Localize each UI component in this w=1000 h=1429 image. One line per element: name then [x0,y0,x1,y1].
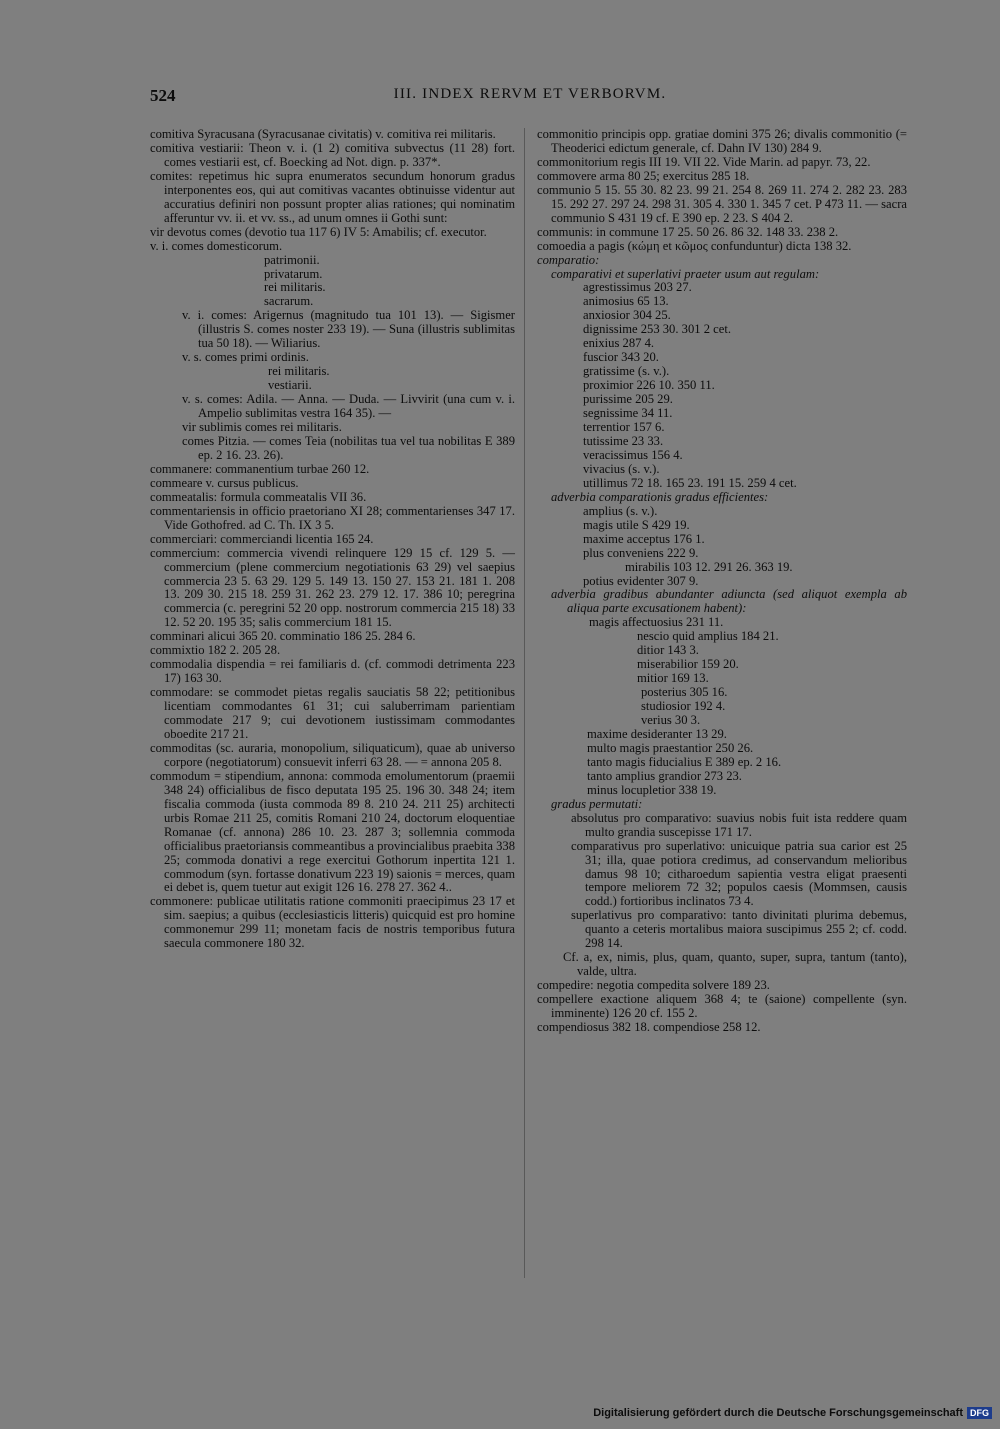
index-entry: communis: in commune 17 25. 50 26. 86 32. 148 33. 238 2. [537,224,839,239]
index-subentry: comparativus pro superlativo: unicuique patria sua carior est 25 31; illa, quae potiora credimus, ad conservandum melioribus damus 98 10; citharoedum sapientia vestra eligat praesenti tempore meliorem 72 32; populos caesis (Mommsen, causis codd.) fortioribus inclinatos 73 4. [571,838,907,909]
page-number: 524 [150,86,176,105]
left-column [150,128,515,951]
index-entry: commonere: publicae utilitatis ratione commoniti praecipimus 23 17 et sim. saepius; a quibus (ecclesiasticis litteris) quicquid est pro homine commonemur 299 11; monetam facis de nostris temporibus futura saecula commonere 180 32. [150,894,515,951]
index-example: plus conveniens 222 9. [583,545,699,560]
index-subheading: adverbia comparationis gradus efficientes: [551,489,769,504]
index-subentry: absolutus pro comparativo: suavius nobis fuit ista reddere quam multo grandia suscepisse 171 17. [571,810,907,839]
index-entry: commoditas (sc. auraria, monopolium, siliquaticum), quae ab universo corpore (negotiatorum) consuevit inferri 63 28. — = annona 205 8. [150,740,515,769]
index-example: tutissime 23 33. [583,433,664,448]
index-entry: commeatalis: formula commeatalis VII 36. [150,489,367,504]
index-subentry: privatarum. [264,266,323,281]
index-example: amplius (s. v.). [583,503,658,518]
index-subentry: comes Pitzia. — comes Teia (nobilitas tua vel tua nobilitas E 389 ep. 2 16. 23. 26). [182,433,515,462]
index-entry: commovere arma 80 25; exercitus 285 18. [537,168,750,183]
index-subheading: comparativi et superlativi praeter usum aut regulam: [551,266,820,281]
index-example: mitior 169 13. [637,671,709,686]
index-subentry: sacrarum. [264,294,314,309]
index-subentry: v. s. comes primi ordinis. [182,350,309,365]
index-entry: comoedia a pagis (κώμη et κῶμος confunduntur) dicta 138 32. [537,238,852,253]
index-entry: commonitorium regis III 19. VII 22. Vide Marin. ad papyr. 73, 22. [537,154,871,169]
index-example: magis utile S 429 19. [583,517,690,532]
index-subentry: v. i. comes: Arigernus (magnitudo tua 101 13). — Sigismer (illustris S. comes noster 233 19). — Suna (illustris sublimitas tua 50 18). — Wiliarius. [182,308,515,351]
index-entry: commodum = stipendium, annona: commoda emolumentorum (praemii 348 24) officialibus de fisco deputata 195 25. 196 30. 348 24; item fiscalia commoda (iusta commoda 89 8. 210 24. 211 25) architecti urbis Romae 211 25, comitis Romani 210 24, doctorum eloquentiae Romanae (cf. annona) 286 10. 23. 287 3; sollemnia commoda officialibus praetoriansis commeantibus a provincialibus praebita 338 25; commoda donativi a rege exercitui Gothorum inpertita 121 1. commodum (syn. fortasse donativum 223 19) saionis = merces, quam ei debet is, quem tuetur aut exigit 126 16. 278 27. 362 4.. [150,768,515,895]
index-entry: commodare: se commodet pietas regalis sauciatis 58 22; petitionibus licentiam commodantes 61 31; cui saluberrimam parientiam commodate 217 9; cui devotionem iustissimam commodantes oboedite 217 21. [150,685,515,741]
index-subentry: patrimonii. [264,252,320,267]
index-subentry: vestiarii. [268,378,312,393]
index-subentry: superlativus pro comparativo: tanto divinitati plurima debemus, quanto a ceteris mortalibus maiora suscipimus 255 2; cf. codd. 298 14. [571,908,907,951]
index-example: multo magis praestantior 250 26. [587,740,754,755]
index-example: agrestissimus 203 27. [583,280,692,295]
index-example: proximior 226 10. 350 11. [583,378,715,393]
index-entry: commentariensis in officio praetoriano XI 28; commentarienses 347 17. Vide Gothofred. ad C. Th. IX 3 5. [150,503,515,532]
index-example: gratissime (s. v.). [583,364,670,379]
index-example: nescio quid amplius 184 21. [637,629,779,644]
index-entry: comitiva Syracusana (Syracusanae civitatis) v. comitiva rei militaris. [150,127,496,141]
index-entry: comitiva vestiarii: Theon v. i. (1 2) comitiva subvectus (11 28) fort. comes vestiarii est, cf. Boecking ad Not. dign. p. 337*. [150,140,515,169]
index-entry: compellere exactione aliquem 368 4; te (saione) compellente (syn. imminente) 126 20 cf. 155 2. [537,992,907,1021]
index-example: miserabilior 159 20. [637,657,739,672]
index-example: purissime 205 29. [583,392,673,407]
digitization-credit [593,1407,992,1419]
index-entry: commeare v. cursus publicus. [150,475,299,490]
index-entry: compendiosus 382 18. compendiose 258 12. [537,1020,761,1034]
index-example: maxime desideranter 13 29. [587,726,727,741]
dfg-logo: DFG [967,1407,992,1419]
index-entry: comminari alicui 365 20. comminatio 186 25. 284 6. [150,629,416,644]
index-example: verius 30 3. [641,713,701,728]
index-subheading: gradus permutati: [551,796,643,811]
index-example: vivacius (s. v.). [583,461,660,476]
index-entry: commixtio 182 2. 205 28. [150,643,281,658]
index-entry: commodalia dispendia = rei familiaris d. (cf. commodi detrimenta 223 17) 163 30. [150,657,515,686]
index-subentry: rei militaris. [268,364,330,379]
index-example: potius evidenter 307 9. [583,573,699,588]
index-subentry: v. i. comes domesticorum. [150,238,283,253]
index-example: terrentior 157 6. [583,420,665,435]
index-example: magis affectuosius 231 11. [589,615,724,630]
running-title: III. INDEX RERVM ET VERBORVM. [393,86,667,102]
index-example: utillimus 72 18. 165 23. 191 15. 259 4 cet. [583,475,797,490]
index-example: ditior 143 3. [637,643,699,658]
index-example: tanto amplius grandior 273 23. [587,768,742,783]
index-example: fuscior 343 20. [583,350,659,365]
index-entry: communio 5 15. 55 30. 82 23. 99 21. 254 8. 269 11. 274 2. 282 23. 283 15. 292 27. 297 24. 298 31. 305 4. 330 1. 345 7 cet. P 473 11. — sacra communio S 431 19 cf. E 390 ep. 2 23. S 404 2. [537,182,907,225]
index-example: mirabilis 103 12. 291 26. 363 19. [625,559,793,574]
index-entry: commonitio principis opp. gratiae domini 375 26; divalis commonitio (= Theoderici edictum generale, cf. Dahn IV 130) 284 9. [537,127,907,155]
index-entry: comparatio: [537,252,600,267]
index-entry: commanere: commanentium turbae 260 12. [150,461,370,476]
column-divider [524,128,525,1278]
index-entry: commercium: commercia vivendi relinquere 129 15 cf. 129 5. — commercium (plene commercium negotiationis 63 29) vel saepius commercia 23 5. 63 29. 129 5. 149 13. 150 27. 153 21. 181 1. 208 13. 209 30. 215 18. 259 31. 262 23. 279 12. 17. 386 10; peregrina commercia (c. peregrini 52 20 opp. nostrorum commercia 215 18) 33 12. 52 20. 195 35; salis commercium 181 15. [150,545,515,630]
index-crossref: Cf. a, ex, nimis, plus, quam, quanto, super, supra, tantum (tanto), valde, ultra. [563,950,907,979]
index-example: posterius 305 16. [641,685,728,700]
index-entry: commerciari: commerciandi licentia 165 24. [150,531,374,546]
index-example: minus locupletior 338 19. [587,782,717,797]
footer-text: Digitalisierung gefördert durch die Deutsche Forschungsgemeinschaft [593,1407,963,1419]
index-example: maxime acceptus 176 1. [583,531,705,546]
index-entry: comites: repetimus hic supra enumeratos secundum honorum gradus interponentes eos, qui aut comitivas vacantes obtinuisse videntur aut accuratius definiri non possunt propter alias rationes; qui nominatim afferuntur vv. ii. et vv. ss., ad unum omnes ii Gothi sunt: [150,168,515,225]
index-subentry: v. s. comes: Adila. — Anna. — Duda. — Livvirit (una cum v. i. Ampelio sublimitas vestra 164 35). — [182,392,515,421]
index-example: animosius 65 13. [583,294,669,309]
index-subheading: adverbia gradibus abundanter adiuncta (sed aliquot exempla ab aliqua parte excusationem habent): [551,587,907,616]
index-entry: compedire: negotia compedita solvere 189 23. [537,978,770,993]
index-subentry: vir sublimis comes rei militaris. [182,420,342,435]
index-subentry: rei militaris. [264,280,326,295]
index-example: segnissime 34 11. [583,406,673,421]
right-column [537,128,907,1035]
index-example: dignissime 253 30. 301 2 cet. [583,322,731,337]
index-subentry: vir devotus comes (devotio tua 117 6) IV 5: Amabilis; cf. executor. [150,224,487,239]
index-example: studiosior 192 4. [641,699,726,714]
index-example: veracissimus 156 4. [583,447,683,462]
index-example: tanto magis fiducialius E 389 ep. 2 16. [587,754,782,769]
index-example: enixius 287 4. [583,336,655,351]
page-header [150,86,910,110]
index-example: anxiosior 304 25. [583,308,671,323]
